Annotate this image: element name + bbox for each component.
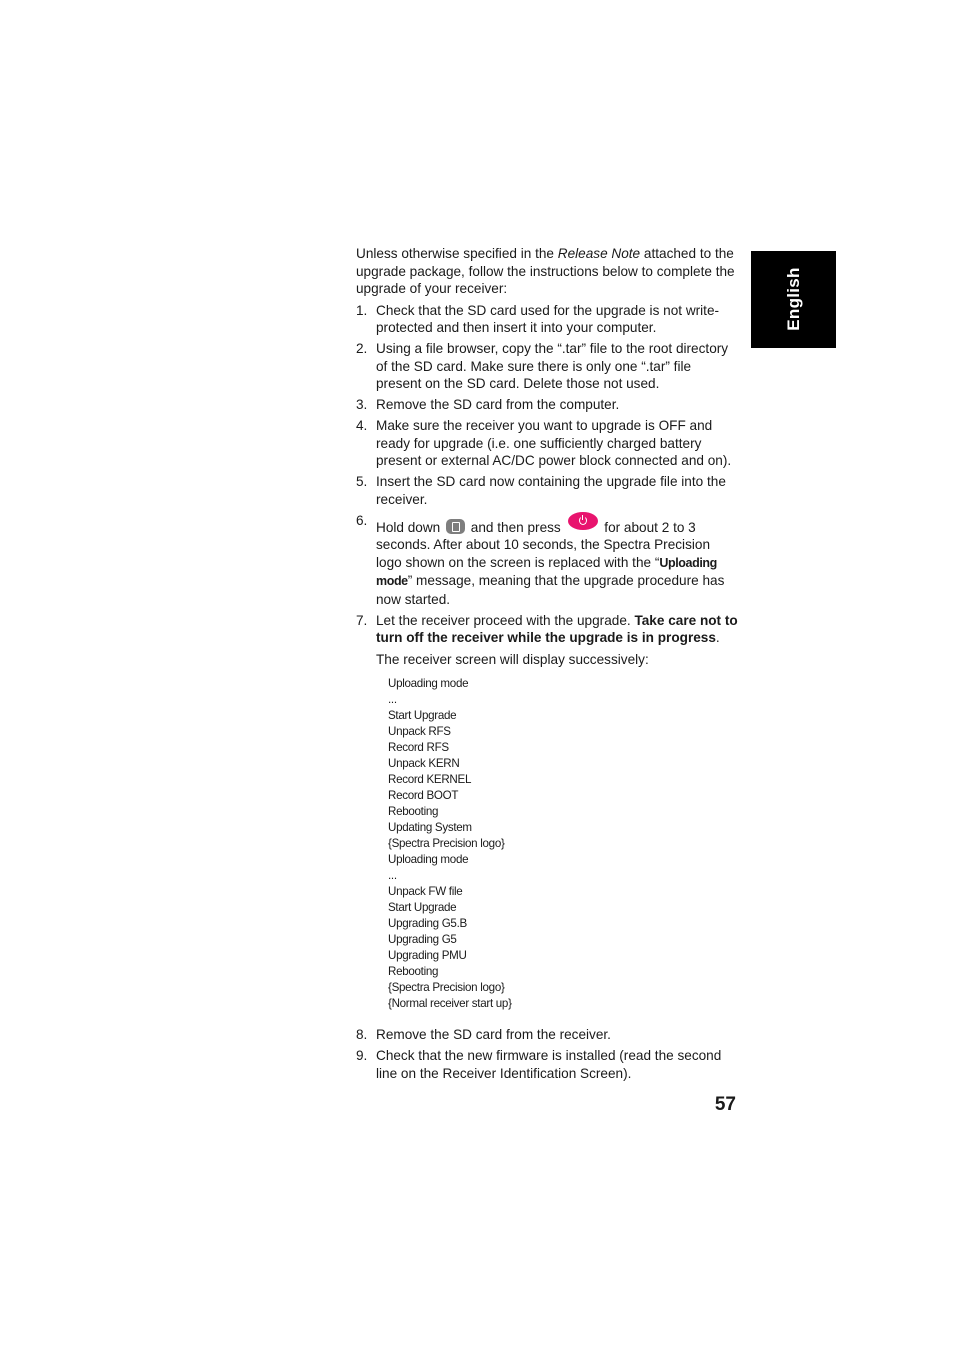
intro-paragraph <box>356 245 738 298</box>
step-9 <box>356 1047 738 1082</box>
screen-message: Updating System <box>388 821 472 834</box>
language-tab <box>751 251 836 348</box>
step-text: Remove the SD card from the receiver. <box>376 1027 611 1042</box>
step-number: 3. <box>356 397 368 412</box>
screen-message: Unpack KERN <box>388 757 460 770</box>
step-number: 8. <box>356 1027 368 1042</box>
step-number: 7. <box>356 612 368 628</box>
step-text: Let the receiver proceed with the upgrade. <box>376 612 635 628</box>
step-text: and then press <box>467 519 565 535</box>
step-text: for about 2 to 3 seconds. After about 10 seconds, the Spectra Precision logo shown on the screen is replaced with the “ <box>376 519 711 570</box>
screen-message: Record KERNEL <box>388 773 472 786</box>
screen-message: Upgrading G5 <box>388 933 457 946</box>
step-text: Hold down <box>376 519 445 535</box>
step-number: 1. <box>356 302 368 318</box>
intro-release-note: Release Note <box>557 246 641 261</box>
step-number: 9. <box>356 1048 368 1063</box>
screen-message: Record BOOT <box>388 789 459 802</box>
screen-message: Upgrading PMU <box>388 949 467 962</box>
power-button-icon <box>568 512 598 530</box>
step-2 <box>356 340 738 393</box>
step-text: Check that the new firmware is installed (read the second line on the Receiver Identification Screen). <box>376 1048 722 1081</box>
screen-message: ... <box>388 869 397 882</box>
step-text: Check that the SD card used for the upgrade is not write-protected and then insert it into your computer. <box>376 302 720 335</box>
page-content <box>356 245 738 1086</box>
step-number: 4. <box>356 418 368 433</box>
screen-message: Uploading mode <box>388 677 469 690</box>
screen-message: Uploading mode <box>388 853 469 866</box>
screen-message: {Spectra Precision logo} <box>388 837 505 850</box>
screen-message: Unpack FW file <box>388 885 463 898</box>
scroll-button-icon <box>446 519 465 534</box>
step-6 <box>356 512 738 609</box>
screen-message: Start Upgrade <box>388 901 457 914</box>
screen-message: {Spectra Precision logo} <box>388 981 505 994</box>
screen-message: Record RFS <box>388 741 449 754</box>
step-5 <box>356 473 738 508</box>
step-1 <box>356 302 738 337</box>
step-text: Using a file browser, copy the “.tar” file to the root directory of the SD card. Make sure there is only one “.tar” file present on the SD card. Delete those not used. <box>376 341 729 391</box>
step-text: ” message, meaning that the upgrade procedure has now started. <box>376 573 725 607</box>
screen-message: {Normal receiver start up} <box>388 997 512 1010</box>
uploading-mode-label: Uploading mode <box>376 555 717 588</box>
screen-message: Unpack RFS <box>388 725 451 738</box>
step-7 <box>356 612 738 1013</box>
step-text: Remove the SD card from the computer. <box>376 397 620 412</box>
step-text: Insert the SD card now containing the upgrade file into the receiver. <box>376 474 726 507</box>
screen-message: Rebooting <box>388 805 439 818</box>
language-tab-label: English <box>783 267 803 331</box>
screen-message: Start Upgrade <box>388 709 457 722</box>
intro-text-1: Unless otherwise specified in the <box>356 246 558 261</box>
screen-messages-list <box>388 676 738 1012</box>
page-number: 57 <box>714 1094 736 1115</box>
warning-text: Take care not to turn off the receiver while the upgrade is in progress <box>376 612 738 645</box>
step-3 <box>356 396 738 414</box>
screen-message: Upgrading G5.B <box>388 917 467 930</box>
step-text: . <box>715 630 720 645</box>
intro-text-2: attached to the upgrade package, follow the instructions below to complete the upgrade of your receiver: <box>356 246 735 296</box>
step-subtext: The receiver screen will display successively: <box>376 651 649 667</box>
screen-message: Rebooting <box>388 965 439 978</box>
step-number: 5. <box>356 474 368 489</box>
step-8 <box>356 1026 738 1044</box>
step-number: 6. <box>356 512 368 528</box>
step-4 <box>356 417 738 470</box>
step-text: Make sure the receiver you want to upgrade is OFF and ready for upgrade (i.e. one sufficiently charged battery present or external AC/DC power block connected and on). <box>376 418 732 468</box>
screen-message: ... <box>388 693 397 706</box>
step-number: 2. <box>356 341 368 356</box>
